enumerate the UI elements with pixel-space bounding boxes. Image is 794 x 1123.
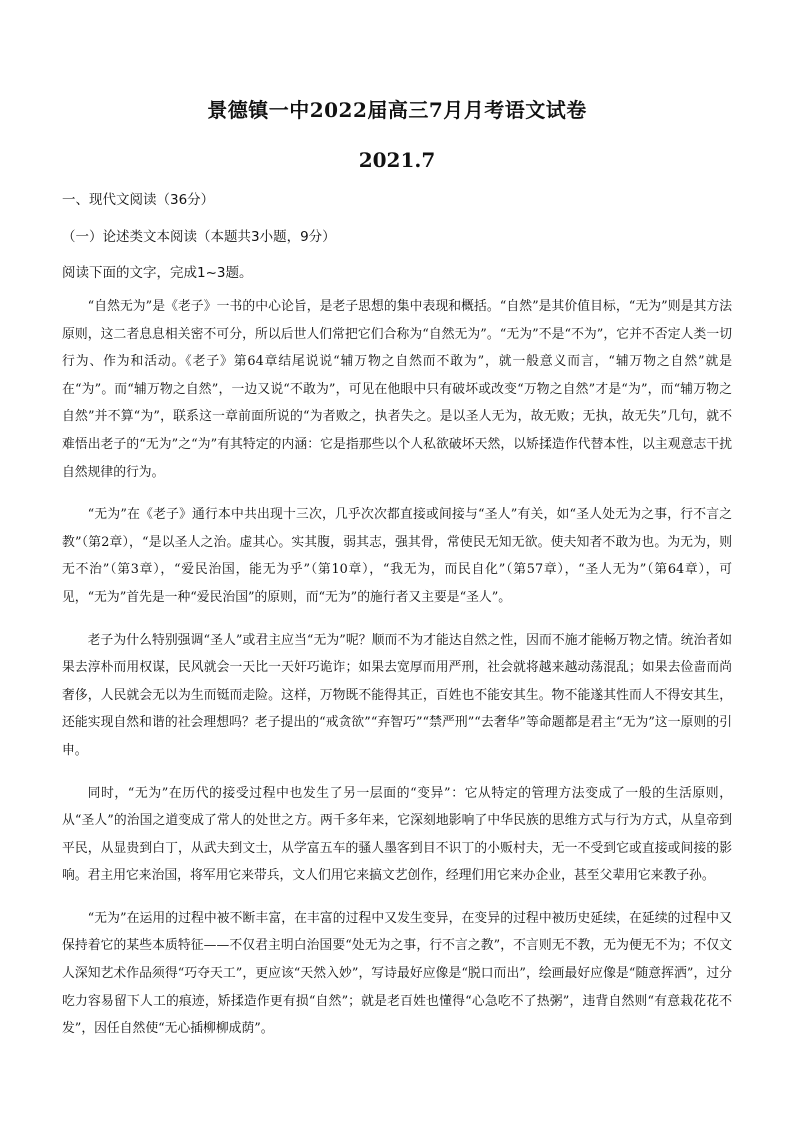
reading-instruction: 阅读下面的文字，完成1~3题。 [62,265,253,281]
section-heading-modern-reading: 一、现代文阅读（36分） [62,192,215,208]
passage-paragraph-5: “无为”在运用的过程中被不断丰富，在丰富的过程中又发生变异，在变异的过程中被历史延续，在延续的过程中又保持着它的某些本质特征——不仅君主明白治国要“处无为之事，行不言之教”，不言则无不教，无为便无不为；不仅文人深知艺术作品须得“巧夺天工”，更应该“天然入妙”，写诗最好应像是“脱口而出”，绘画最好应像是“随意挥洒”，过分吃力容易留下人工的痕迹，矫揉造作更有损“自然”；就是老百姓也懂得“心急吃不了热粥”，违背自然则“有意栽花花不发”，因任自然使“无心插柳柳成荫”。 [62,910,732,1037]
passage-paragraph-4: 同时，“无为”在历代的接受过程中也发生了另一层面的“变异”：它从特定的管理方法变成了一般的生活原则，从“圣人”的治国之道变成了常人的处世之方。两千多年来，它深刻地影响了中华民族的思维方式与行为方式，从皇帝到平民，从显贵到白丁，从武夫到文士，从学富五车的骚人墨客到目不识丁的小贩村夫，无一不受到它或直接或间接的影响。君主用它来治国，将军用它来带兵，文人们用它来搞文艺创作，经理们用它来办企业，甚至父辈用它来教子孙。 [62,785,732,884]
subsection-heading-argumentative: （一）论述类文本阅读（本题共3小题，9分） [62,229,336,245]
passage-paragraph-2: “无为”在《老子》通行本中共出现十三次，几乎次次都直接或间接与“圣人”有关，如“圣人处无为之事，行不言之教”（第2章），“是以圣人之治。虚其心。实其腹，弱其志，强其骨，常使民无知无欲。使夫知者不敢为也。为无为，则无不治”（第3章），“爱民治国，能无为乎”（第10章），“我无为，而民自化”（第57章），“圣人无为”（第64章），可见，“无为”首先是一种“爱民治国”的原则，而“无为”的施行者又主要是“圣人”。 [62,507,732,605]
passage-paragraph-1: “自然无为”是《老子》一书的中心论旨，是老子思想的集中表现和概括。“自然”是其价值目标，“无为”则是其方法原则，这二者息息相关密不可分，所以后世人们常把它们合称为“自然无为”。“无为”不是“不为”，它并不否定人类一切行为、作为和活动。《老子》第64章结尾说说“辅万物之自然而不敢为”，就一般意义而言，“辅万物之自然”就是在“为”。而“辅万物之自然”，一边又说“不敢为”，可见在他眼中只有破坏或改变“万物之自然”才是“为”，而“辅万物之自然”并不算“为”，联系这一章前面所说的“为者败之，执者失之。是以圣人无为，故无败；无执，故无失”几句，就不难悟出老子的“无为”之“为”有其特定的内涵：它是指那些以个人私欲破坏天然，以矫揉造作代替本性，以主观意志干扰自然规律的行为。 [62,299,732,480]
exam-title: 景德镇一中2022届高三7月月考语文试卷 [207,98,587,122]
passage-paragraph-3: 老子为什么特别强调“圣人”或君主应当“无为”呢？顺而不为才能达自然之性，因而不施才能畅万物之情。统治者如果去淳朴而用权谋，民风就会一天比一天奸巧诡诈；如果去宽厚而用严刑，社会就将越来越动荡混乱；如果去俭啬而尚奢侈，人民就会无以为生而铤而走险。这样，万物既不能得其正，百姓也不能安其生。物不能遂其性而人不得安其生，还能实现自然和谐的社会理想吗？老子提出的“戒贪欲”“弃智巧”“禁严刑”“去奢华”等命题都是君主“无为”这一原则的引申。 [62,632,732,758]
exam-date: 2021.7 [358,148,436,172]
